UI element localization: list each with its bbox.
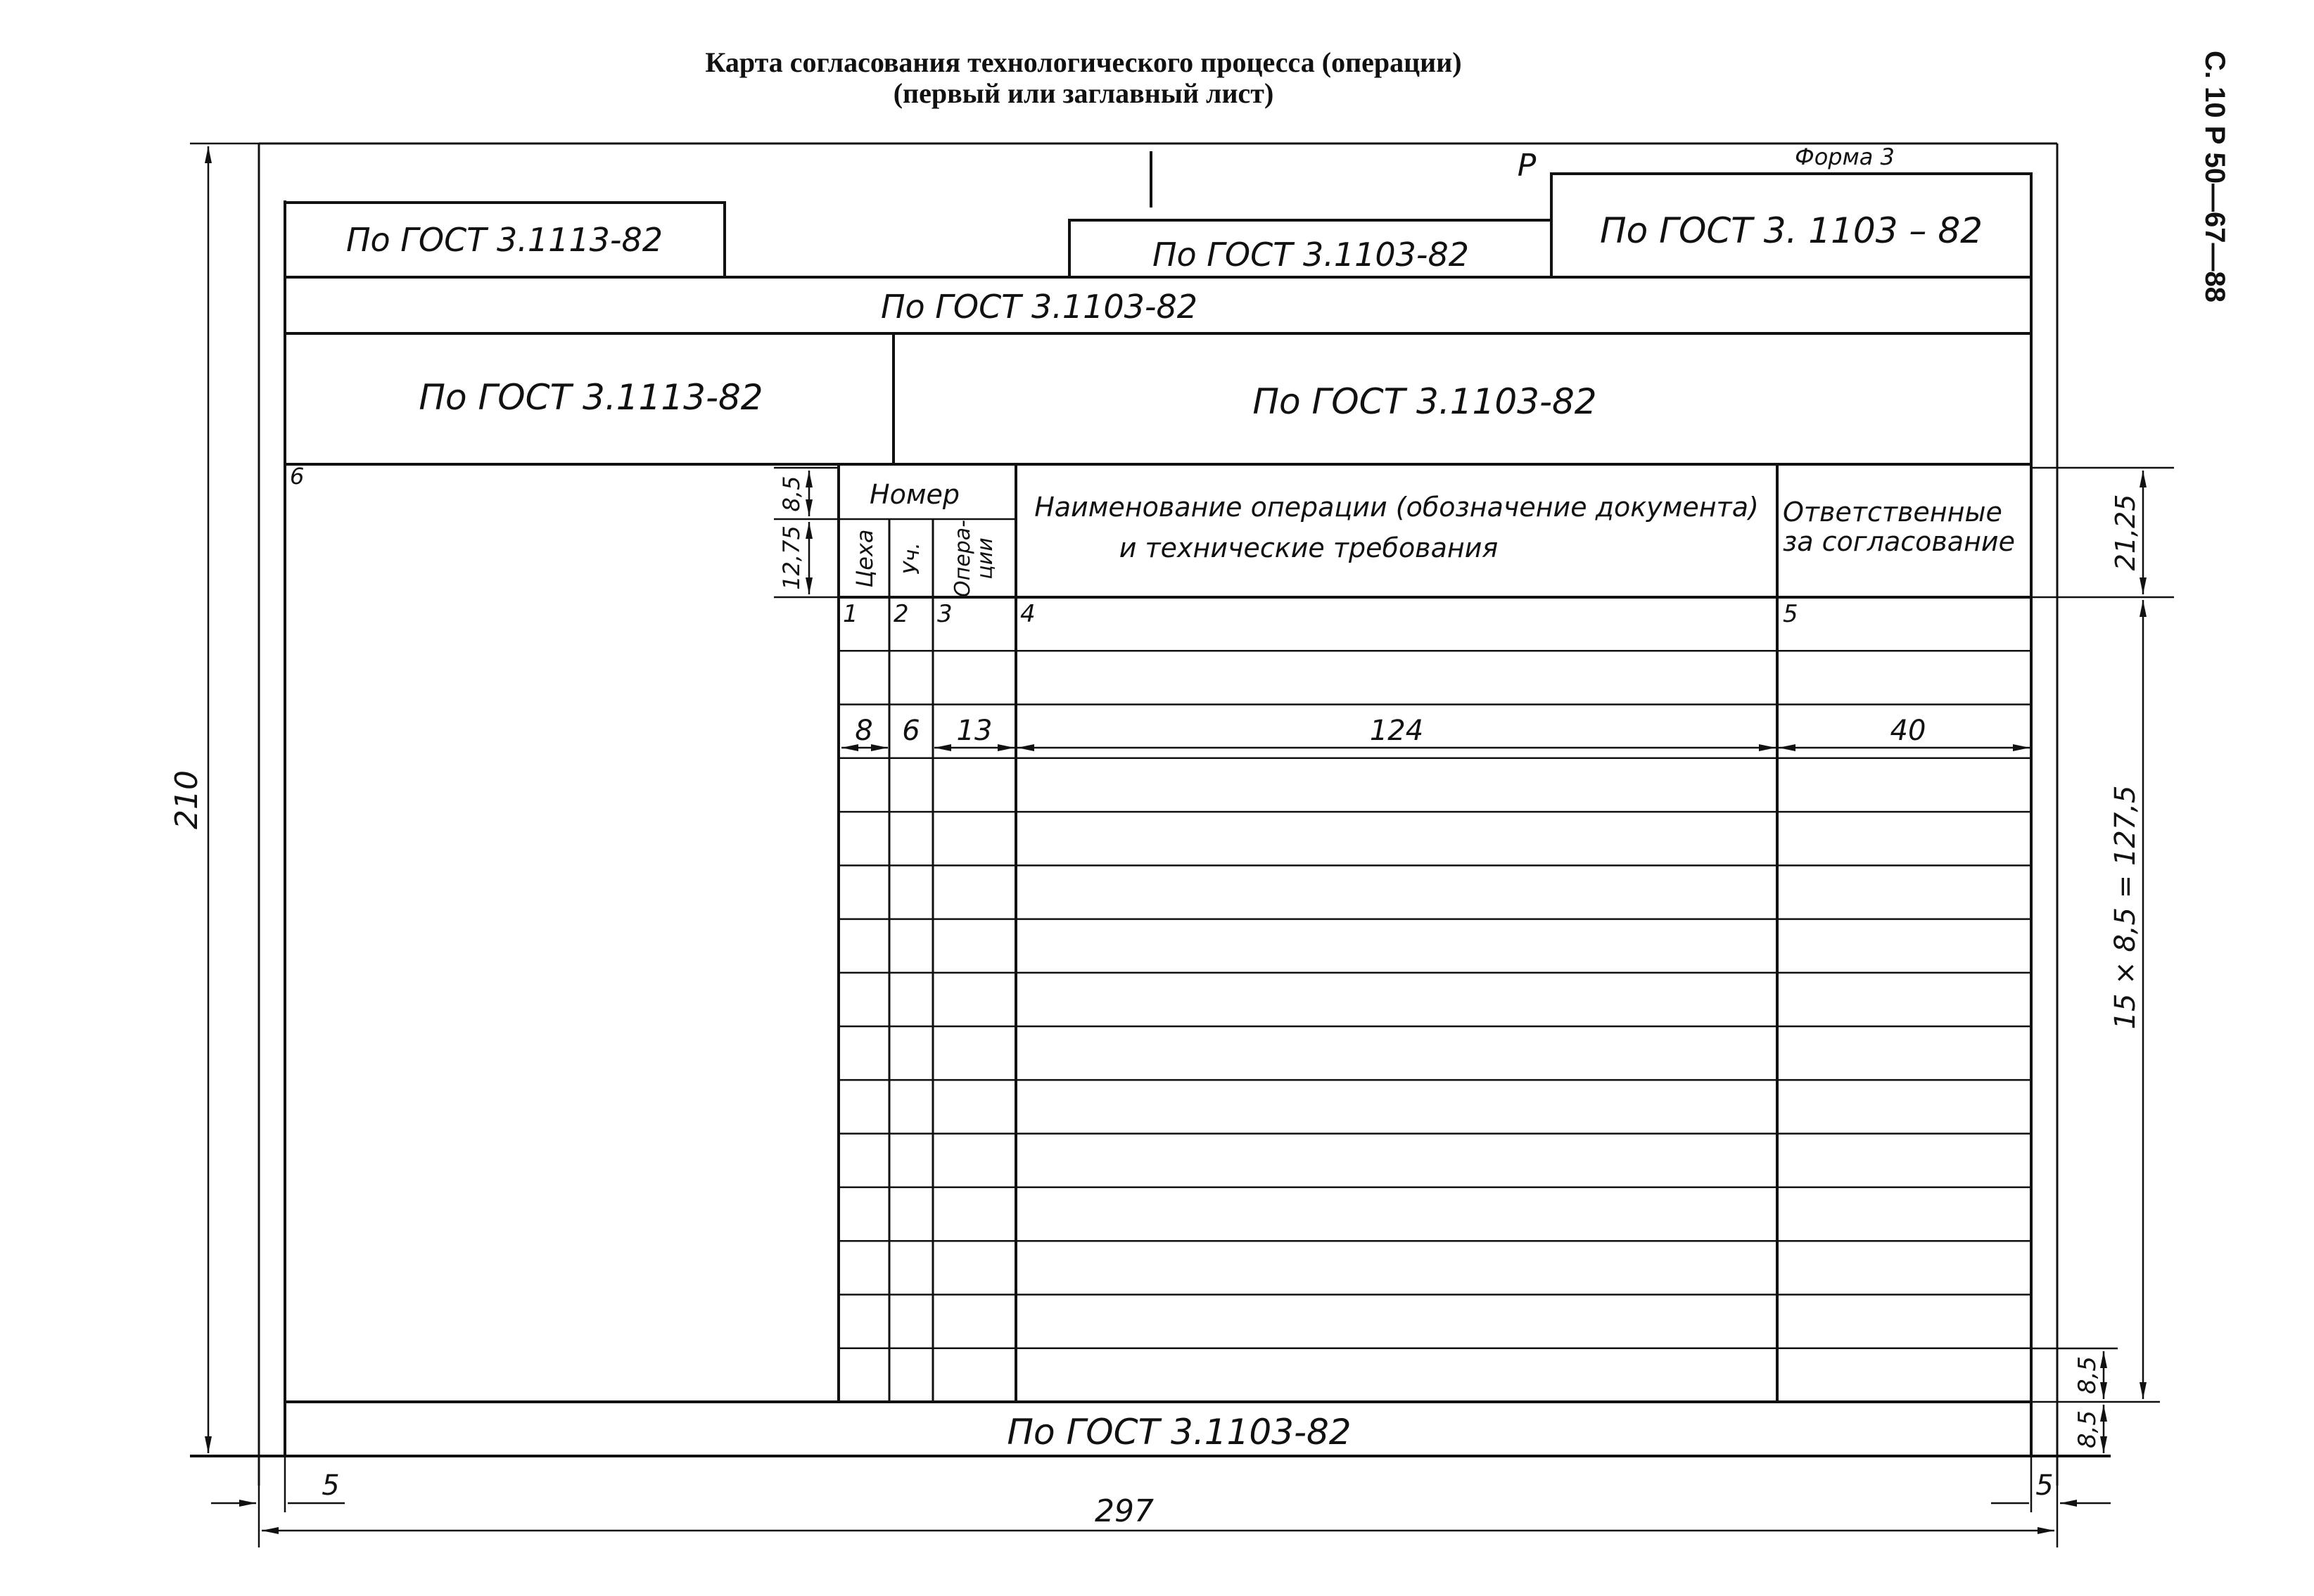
otv-header-line2: за согласование bbox=[1783, 526, 2015, 557]
width-13: 13 bbox=[956, 715, 993, 747]
gost-block-right: По ГОСТ 3.1103-82 bbox=[1252, 381, 1597, 422]
forma-label: Форма 3 bbox=[1795, 143, 1895, 170]
mark-r: Р bbox=[1517, 148, 1537, 184]
dim-12-75-header: 12,75 bbox=[778, 525, 805, 590]
uch-header: Уч. bbox=[900, 542, 924, 575]
gost-block-left: По ГОСТ 3.1113-82 bbox=[419, 377, 763, 418]
col-number-5: 5 bbox=[1783, 600, 1798, 628]
name-header-line2: и технические требования bbox=[1119, 532, 1499, 563]
nomer-header: Номер bbox=[870, 479, 960, 510]
width-297: 297 bbox=[1095, 1493, 1154, 1529]
otv-header-line1: Ответственные bbox=[1783, 497, 2002, 528]
col-number-1: 1 bbox=[843, 600, 858, 628]
width-6: 6 bbox=[902, 715, 920, 747]
col-number-4: 4 bbox=[1020, 600, 1036, 628]
dim-21-25: 21,25 bbox=[2110, 494, 2141, 571]
width-124: 124 bbox=[1369, 715, 1424, 747]
dim-8-5-header: 8,5 bbox=[778, 475, 805, 512]
margin-left-5: 5 bbox=[322, 1469, 340, 1502]
form-title: Карта согласования технологического процесса (операции) bbox=[705, 46, 1462, 78]
col-number-2: 2 bbox=[894, 600, 909, 628]
table-row-lines bbox=[839, 651, 2031, 1348]
opera-header: Опера- bbox=[951, 520, 975, 597]
height-210: 210 bbox=[169, 770, 205, 829]
dim-row-8-5-a: 8,5 bbox=[2073, 1355, 2102, 1395]
right-dimensions bbox=[2031, 468, 2174, 1453]
margin-right-5: 5 bbox=[2035, 1469, 2054, 1502]
field-6-label: 6 bbox=[290, 463, 305, 490]
gost-block-wide: По ГОСТ 3.1103-82 bbox=[880, 288, 1198, 326]
col-number-3: 3 bbox=[937, 600, 953, 628]
dim-row-8-5-b: 8,5 bbox=[2073, 1410, 2102, 1449]
page-side-label: С. 10 Р 50—67—88 bbox=[2199, 51, 2230, 302]
cii-header: ции bbox=[973, 537, 998, 580]
gost-block-top-middle: По ГОСТ 3.1103-82 bbox=[1152, 236, 1470, 274]
inner-frame bbox=[285, 173, 2031, 1456]
gost-bottom-strip: По ГОСТ 3.1103-82 bbox=[1007, 1412, 1352, 1453]
width-40: 40 bbox=[1890, 715, 1926, 747]
gost-block-top-left: По ГОСТ 3.1113-82 bbox=[345, 221, 663, 259]
width-8: 8 bbox=[855, 715, 873, 747]
width-dimensions bbox=[211, 1456, 2111, 1547]
name-header-line1: Наименование операции (обозначение документа) bbox=[1034, 492, 1759, 523]
sheet-frame bbox=[190, 143, 2111, 1486]
ceha-header: Цеха bbox=[851, 529, 878, 588]
dim-rows-127-5: 15 × 8,5 = 127,5 bbox=[2109, 785, 2142, 1030]
table-grid bbox=[285, 464, 2031, 1402]
gost-block-top-right: По ГОСТ 3. 1103 – 82 bbox=[1600, 210, 1983, 251]
form-subtitle: (первый или заглавный лист) bbox=[893, 77, 1274, 109]
